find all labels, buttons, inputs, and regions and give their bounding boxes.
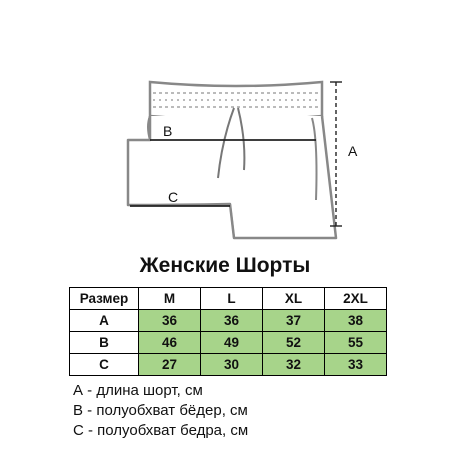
table-row — [70, 310, 387, 332]
legend-item-b: В - полуобхват бёдер, см — [73, 402, 248, 419]
cell-c-l: 30 — [201, 354, 263, 376]
label-a: A — [348, 143, 358, 159]
measurement-legend — [73, 381, 248, 441]
waistband — [150, 82, 322, 120]
cell-b-l: 49 — [201, 332, 263, 354]
header-size-l: L — [201, 288, 263, 310]
cell-c-2xl: 33 — [325, 354, 387, 376]
header-size-m: M — [139, 288, 201, 310]
header-size-label: Размер — [70, 288, 139, 310]
cell-b-m: 46 — [139, 332, 201, 354]
legend-item-c: С - полуобхват бедра, см — [73, 422, 249, 439]
cell-a-xl: 37 — [263, 310, 325, 332]
cell-a-l: 36 — [201, 310, 263, 332]
cell-c-m: 27 — [139, 354, 201, 376]
cell-a-2xl: 38 — [325, 310, 387, 332]
row-label-a: A — [70, 310, 139, 332]
cell-c-xl: 32 — [263, 354, 325, 376]
table-row — [70, 332, 387, 354]
label-b: B — [163, 123, 173, 139]
cell-a-m: 36 — [139, 310, 201, 332]
table-row — [70, 354, 387, 376]
chart-title: Женские Шорты — [139, 254, 311, 277]
legend-item-a: А - длина шорт, см — [73, 382, 203, 399]
row-label-c: C — [70, 354, 139, 376]
table-header-row — [70, 288, 387, 310]
row-label-b: B — [70, 332, 139, 354]
cell-b-2xl: 55 — [325, 332, 387, 354]
label-c: C — [168, 189, 179, 205]
header-size-xl: XL — [263, 288, 325, 310]
size-table — [69, 287, 387, 376]
cell-b-xl: 52 — [263, 332, 325, 354]
header-size-2xl: 2XL — [325, 288, 387, 310]
